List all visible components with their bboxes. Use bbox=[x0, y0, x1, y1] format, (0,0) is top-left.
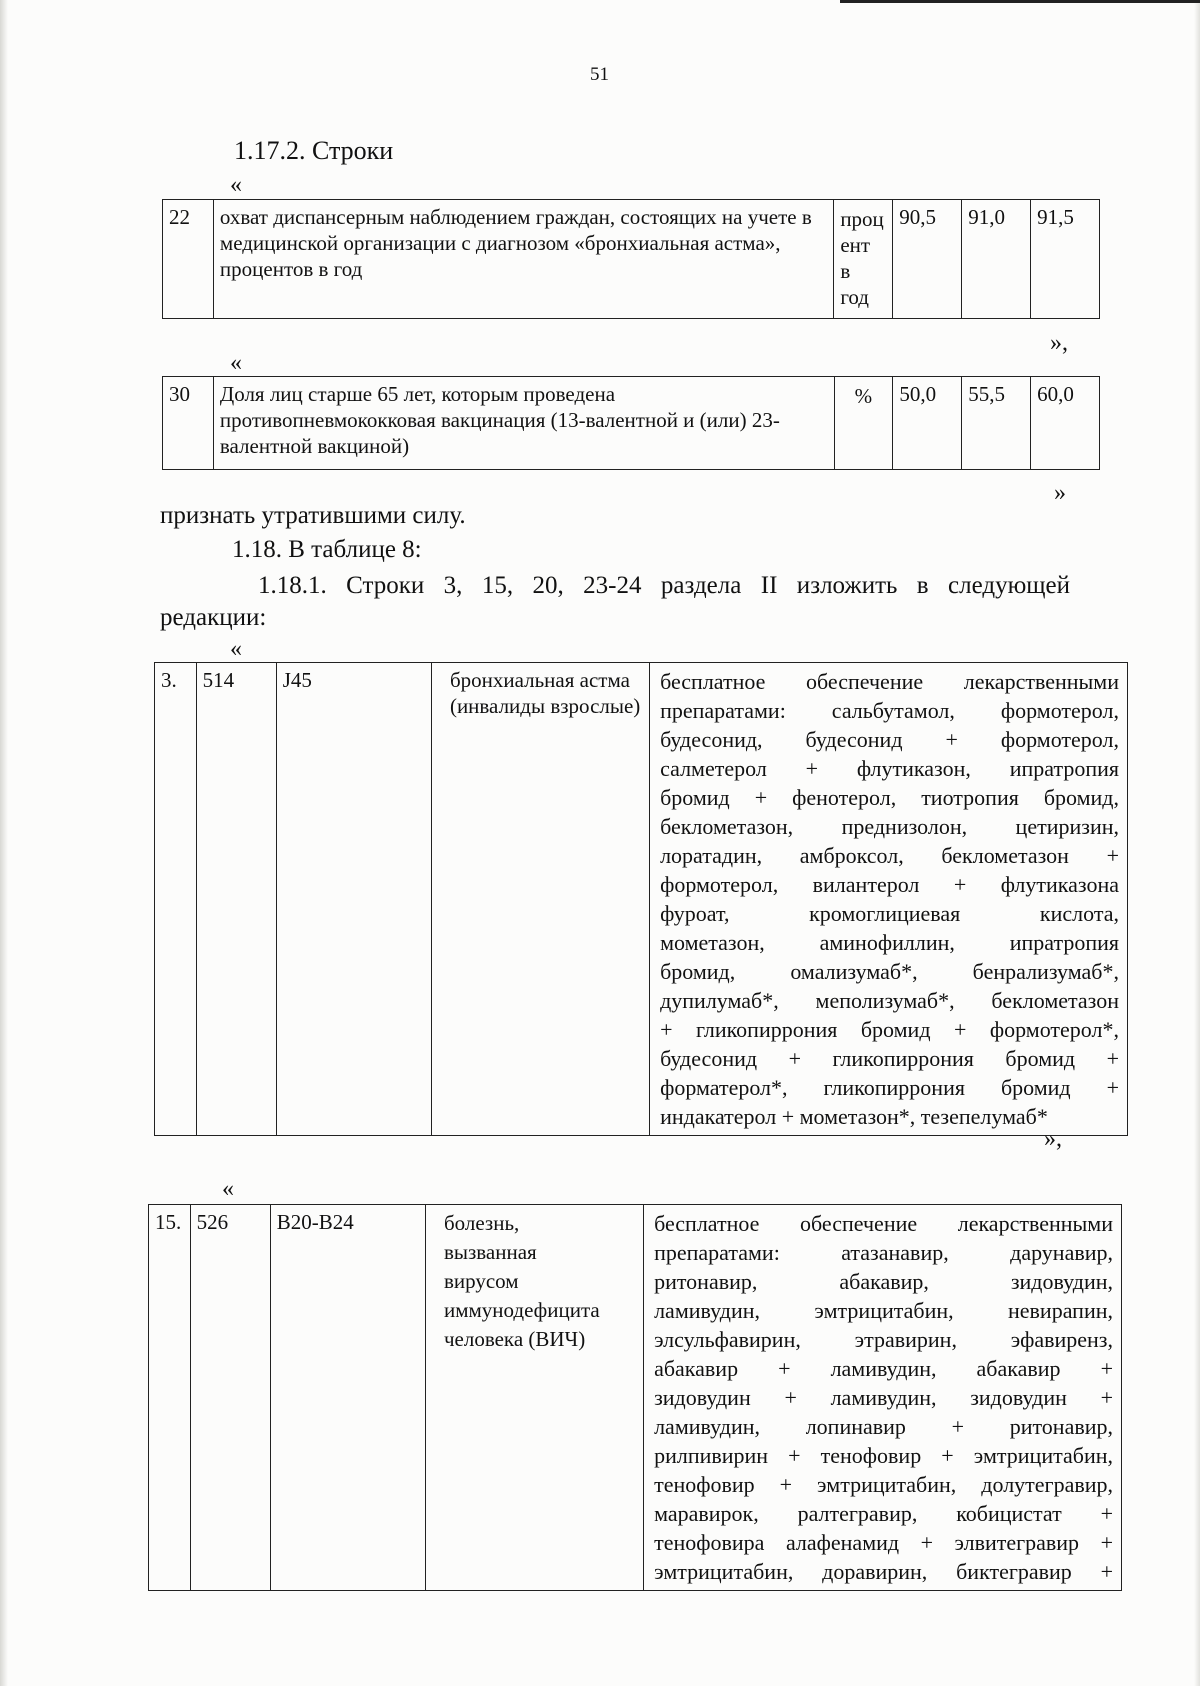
unit-line: год bbox=[840, 285, 869, 309]
unit-cell bbox=[834, 200, 893, 319]
table8-row-3 bbox=[154, 662, 1128, 1136]
drug-line: элсульфавирин, этравирин, эфавиренз, bbox=[654, 1327, 1113, 1352]
disease-cell bbox=[425, 1205, 643, 1591]
disease-line: иммунодефицита bbox=[443, 1298, 600, 1322]
row-number: 22 bbox=[163, 200, 214, 319]
drug-line: лоратадин, амброксол, беклометазон + bbox=[660, 843, 1119, 868]
value-cell: 50,0 bbox=[893, 377, 962, 470]
drug-line: будесонид + гликопиррония бромид + bbox=[660, 1046, 1119, 1071]
icd-cell: J45 bbox=[276, 663, 431, 1136]
row-number: 30 bbox=[163, 377, 214, 470]
row-number: 15. bbox=[149, 1205, 191, 1591]
open-quote: « bbox=[230, 350, 242, 376]
code-cell: 514 bbox=[196, 663, 276, 1136]
value-cell: 91,0 bbox=[962, 200, 1031, 319]
drug-line: фуроат, кромоглициевая кислота, bbox=[660, 901, 1119, 926]
value-cell: 55,5 bbox=[962, 377, 1031, 470]
unit-line: ент bbox=[840, 233, 871, 257]
drug-line: тенофовира алафенамид + элвитегравир + bbox=[654, 1530, 1113, 1555]
drug-line: препаратами: атазанавир, дарунавир, bbox=[654, 1240, 1113, 1265]
drug-line: бромид + фенотерол, тиотропия бромид, bbox=[660, 785, 1119, 810]
unit-line: в bbox=[840, 259, 851, 283]
close-quote: », bbox=[1050, 330, 1068, 356]
drug-line: бесплатное обеспечение лекарственными bbox=[660, 669, 1119, 694]
open-quote: « bbox=[222, 1176, 234, 1202]
scan-top-mark bbox=[840, 0, 1200, 3]
drug-line: будесонид, будесонид + формотерол, bbox=[660, 727, 1119, 752]
unit-line: проц bbox=[840, 207, 884, 231]
drug-line: рилпивирин + тенофовир + эмтрицитабин, bbox=[654, 1443, 1113, 1468]
drug-line: эмтрицитабин, доравирин, биктегравир + bbox=[654, 1559, 1113, 1584]
drug-line: беклометазон, преднизолон, цетиризин, bbox=[660, 814, 1119, 839]
drug-line: маравирок, ралтегравир, кобицистат + bbox=[654, 1501, 1113, 1526]
value-cell: 60,0 bbox=[1031, 377, 1100, 470]
paragraph-1-18-1: 1.18.1. Строки 3, 15, 20, 23-24 раздела II изложить в следующей bbox=[258, 572, 1070, 599]
open-quote: « bbox=[230, 636, 242, 662]
section-heading-1-17-2: 1.17.2. Строки bbox=[234, 136, 394, 165]
unit-cell: % bbox=[834, 377, 893, 470]
drug-line: дупилумаб*, меполизумаб*, беклометазон bbox=[660, 988, 1119, 1013]
indicator-text: охват диспансерным наблюдением граждан, состоящих на учете в медицинской организации с диагнозом «бронхиальная астма», процентов в год bbox=[213, 200, 833, 319]
drug-line: форматерол*, гликопиррония бромид + bbox=[660, 1075, 1119, 1100]
disease-line: вирусом bbox=[443, 1269, 519, 1293]
drug-line: ритонавир, абакавир, зидовудин, bbox=[654, 1269, 1113, 1294]
drugs-cell bbox=[644, 1205, 1122, 1591]
drug-line: ламивудин, лопинавир + ритонавир, bbox=[654, 1414, 1113, 1439]
drugs-cell bbox=[650, 663, 1128, 1136]
scan-right-edge bbox=[1194, 0, 1200, 1686]
drug-line: бесплатное обеспечение лекарственными bbox=[654, 1211, 1113, 1236]
drug-line: формотерол, вилантерол + флутиказона bbox=[660, 872, 1119, 897]
drug-line: мометазон, аминофиллин, ипратропия bbox=[660, 930, 1119, 955]
drug-line: зидовудин + ламивудин, зидовудин + bbox=[654, 1385, 1113, 1410]
drug-line: ламивудин, эмтрицитабин, невирапин, bbox=[654, 1298, 1113, 1323]
drug-line: препаратами: сальбутамол, формотерол, bbox=[660, 698, 1119, 723]
paragraph-1-18: 1.18. В таблице 8: bbox=[232, 536, 422, 563]
disease-line: человека (ВИЧ) bbox=[443, 1327, 586, 1351]
indicator-text: Доля лиц старше 65 лет, которым проведена противопневмококковая вакцинация (13-валентной и (или) 23-валентной вакциной) bbox=[213, 377, 834, 470]
scan-left-edge bbox=[0, 0, 8, 1686]
disease-line: болезнь, bbox=[443, 1211, 520, 1235]
drug-line: бромид, омализумаб*, бенрализумаб*, bbox=[660, 959, 1119, 984]
table-row-30 bbox=[162, 376, 1100, 470]
code-cell: 526 bbox=[190, 1205, 270, 1591]
paragraph-void: признать утратившими силу. bbox=[160, 502, 466, 529]
drug-line: абакавир + ламивудин, абакавир + bbox=[654, 1356, 1113, 1381]
table8-row-15 bbox=[148, 1204, 1122, 1591]
table-row-22 bbox=[162, 199, 1100, 319]
disease-line: вызванная bbox=[443, 1240, 537, 1264]
page-number: 51 bbox=[590, 64, 609, 85]
open-quote: « bbox=[230, 172, 242, 198]
icd-cell: B20-B24 bbox=[270, 1205, 425, 1591]
close-quote: » bbox=[1054, 480, 1066, 506]
drug-line: тенофовир + эмтрицитабин, долутегравир, bbox=[654, 1472, 1113, 1497]
close-quote: », bbox=[1044, 1126, 1062, 1152]
drug-line: салметерол + флутиказон, ипратропия bbox=[660, 756, 1119, 781]
value-cell: 91,5 bbox=[1031, 200, 1100, 319]
disease-cell: бронхиальная астма (инвалиды взрослые) bbox=[431, 663, 649, 1136]
value-cell: 90,5 bbox=[893, 200, 962, 319]
drug-line: индакатерол + мометазон*, тезепелумаб* bbox=[660, 1104, 1048, 1129]
row-number: 3. bbox=[155, 663, 197, 1136]
drug-line: + гликопиррония бромид + формотерол*, bbox=[660, 1017, 1119, 1042]
paragraph-1-18-1-cont: редакции: bbox=[160, 604, 267, 631]
